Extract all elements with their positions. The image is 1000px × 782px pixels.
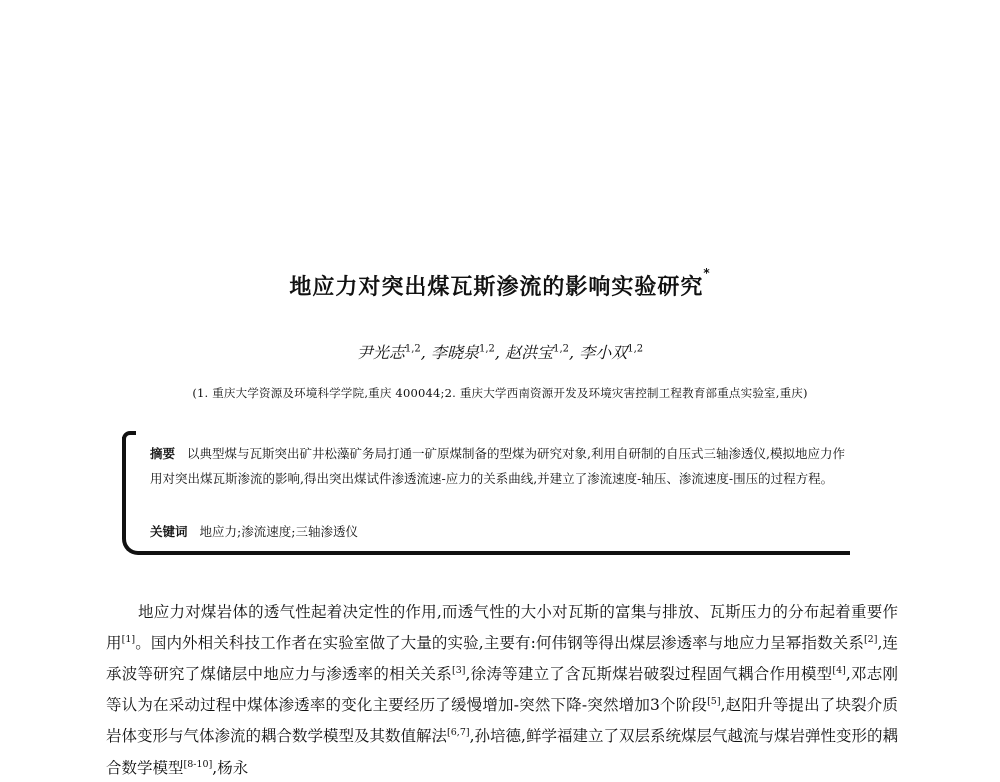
citation: [8-10] [183, 758, 213, 770]
body-text-segment: 地应力对煤岩体的透气性起着决定性的作用,而透气性的大小对瓦斯的富集与排放、瓦斯压力的分布起着重要作用 [106, 603, 898, 653]
citation: [5] [707, 696, 721, 708]
citation: [6,7] [447, 727, 470, 739]
body-text-segment: ,孙培德,鲜学福建立了双层系统煤层气越流与煤岩弹性变形的耦合数学模型 [106, 727, 898, 777]
author-affiliation-mark: 1,2 [627, 343, 644, 355]
abstract-box [122, 437, 850, 555]
citation: [4] [832, 665, 846, 677]
abstract-text: 以典型煤与瓦斯突出矿井松藻矿务局打通一矿原煤制备的型煤为研究对象,利用自研制的自压式三轴渗透仪,模拟地应力作用对突出煤瓦斯渗流的影响,得出突出煤试件渗透流速-应力的关系曲线,并建立了渗流速度-轴压、渗流速度-围压的过程方程。 [150, 446, 845, 486]
author-name: 尹光志 [356, 343, 405, 362]
author-separator: , [569, 343, 575, 362]
author-list [0, 340, 1000, 363]
paper-title-text: 地应力对突出煤瓦斯渗流的影响实验研究 [289, 275, 704, 300]
author-name: 赵洪宝 [505, 343, 554, 362]
abstract-label: 摘要 [150, 446, 176, 461]
author-separator: , [420, 343, 426, 362]
keywords [150, 522, 358, 540]
author-separator: , [494, 343, 500, 362]
author-name: 李小双 [579, 343, 628, 362]
citation: [2] [863, 634, 878, 645]
author-affiliation-mark: 1,2 [553, 343, 570, 355]
keywords-label: 关键词 [150, 524, 188, 539]
affiliation: (1. 重庆大学资源及环境科学学院,重庆 400044;2. 重庆大学西南资源开发及环境灾害控制工程教育部重点实验室,重庆) [192, 386, 808, 400]
body-text-segment: ,连承波等研究了煤储层中地应力与渗透率的相关关系 [106, 634, 898, 684]
body-text-segment: ,邓志刚等认为在采动过程中煤体渗透率的变化主要经历了缓慢增加-突然下降-突然增加3个阶段 [106, 665, 898, 715]
body-text-segment: 。国内外相关科技工作者在实验室做了大量的实验,主要有:何伟钢等得出煤层渗透率与地应力呈幂指数关系 [135, 634, 864, 653]
author-affiliation-mark: 1,2 [404, 343, 421, 355]
citation: [1] [121, 634, 136, 645]
body-text [106, 598, 898, 782]
abstract [150, 441, 850, 491]
author-name: 李晓泉 [430, 343, 479, 362]
title-footnote-mark: * [703, 266, 711, 280]
citation: [3] [452, 665, 466, 677]
paper-title [0, 266, 1000, 301]
body-text-segment: ,杨永 [212, 758, 249, 777]
body-paragraph [106, 598, 898, 782]
author-affiliation-mark: 1,2 [479, 343, 495, 355]
keywords-text: 地应力;渗流速度;三轴渗透仪 [199, 524, 358, 539]
body-text-segment: ,赵阳升等提出了块裂介质岩体变形与气体渗流的耦合数学模型及其数值解法 [106, 696, 898, 746]
body-text-segment: ,徐涛等建立了含瓦斯煤岩破裂过程固气耦合作用模型 [465, 665, 833, 684]
